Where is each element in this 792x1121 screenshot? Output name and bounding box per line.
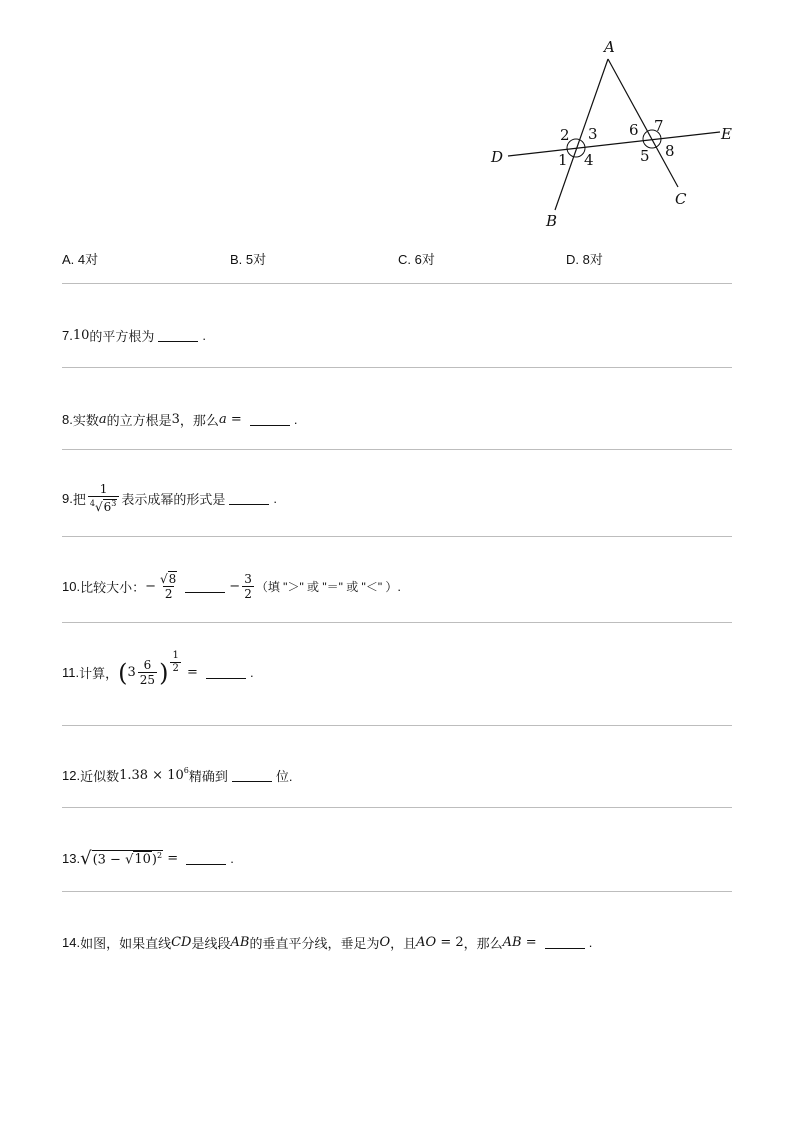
answer-blank[interactable] [186,852,226,865]
option-a[interactable]: A. 4对 [62,252,99,267]
root-base: 10 [134,852,151,868]
math-variable: AB [502,935,522,950]
divider [62,725,732,726]
punct: . [230,851,234,866]
fraction-denominator: $^4√6^3$ [88,496,119,514]
math-variable: AO [416,935,437,950]
angle-label-7: 7 [654,117,664,135]
question-9 [62,482,277,514]
root-exponent: 3 [111,499,117,508]
line-ac [608,59,678,187]
math-equals: = [521,935,541,950]
question-number: 13. [62,851,81,866]
math-exponent: 6 [183,766,189,775]
punct: . [588,935,593,950]
question-text: 的立方根是 [106,413,172,428]
question-text: 表示成幂的形式是 [121,491,226,507]
line-de [508,132,720,156]
question-text: 是线段 [191,936,231,951]
math-text: ) [151,852,157,868]
math-variable: a [218,412,227,427]
fraction-denominator: 25 [139,673,156,687]
label-e: E [721,125,732,143]
radicand: $(3 - √10)^2$ [92,850,163,868]
answer-blank[interactable] [185,580,225,593]
question-number: 10. [62,579,81,594]
angle-label-2: 2 [560,126,570,144]
answer-blank[interactable] [545,936,585,949]
question-text: 近似数 [80,769,120,784]
angle-label-5: 5 [640,147,650,165]
math-fraction [138,658,157,687]
question-text: ，那么 [463,936,503,951]
punct: . [202,328,207,343]
question-7 [62,326,206,345]
punct: . [293,412,298,427]
exponent-fraction [170,650,180,675]
math-equals: = [163,851,183,866]
divider [62,891,732,892]
question-11 [62,650,254,687]
label-c: C [675,190,687,208]
math-fraction [158,572,179,601]
question-text: 如图，如果直线 [80,936,172,951]
answer-options [62,249,742,269]
math-fraction [88,482,119,514]
answer-blank[interactable] [232,769,272,782]
answer-blank[interactable] [206,666,246,679]
root-base: 6 [103,500,112,514]
question-text: ，且 [390,936,417,951]
divider [62,449,732,450]
question-text: 位. [275,769,293,784]
question-number: 11. [62,665,80,680]
question-text: 实数 [72,413,99,428]
angle-diagram [478,32,748,232]
math-number: 3 [171,412,180,427]
fraction-numerator: 6 [143,658,152,672]
root-index: 4 [89,499,95,508]
question-14 [62,933,592,952]
fraction-numerator: 1 [99,482,108,496]
label-a: A [604,38,615,56]
math-variable: O [379,935,391,950]
question-12 [62,766,292,785]
question-text: 把 [72,491,86,507]
divider [62,536,732,537]
label-d: D [491,148,504,166]
label-b: B [546,212,558,230]
math-equals: = [226,412,246,427]
option-b[interactable]: B. 5对 [230,252,267,267]
math-variable: AB [230,935,250,950]
question-text: ，那么 [179,413,219,428]
question-number: 8. [62,412,73,427]
question-text: 计算， [79,666,119,681]
math-fraction [242,572,254,601]
answer-blank[interactable] [158,329,198,342]
math-exponent: 2 [156,850,163,860]
option-d[interactable]: D. 8对 [566,252,603,267]
math-equals: = 2 [436,935,464,950]
fraction-denominator: 2 [244,587,252,601]
angle-label-3: 3 [588,125,598,143]
question-10 [62,572,401,601]
math-number: 3 [127,665,136,680]
question-text: （填 "＞" 或 "＝" 或 "＜" ） [255,580,398,594]
divider [62,367,732,368]
angle-label-6: 6 [629,121,639,139]
punct: . [397,579,402,594]
question-text: 的平方根为 [89,329,155,344]
answer-blank[interactable] [229,492,269,505]
divider [62,283,732,284]
question-text: 的垂直平分线，垂足为 [249,936,380,951]
question-number: 12. [62,768,81,783]
punct: . [249,665,254,680]
answer-blank[interactable] [250,413,290,426]
divider [62,622,732,623]
question-text: 比较大小： [80,580,146,595]
question-number: 7. [62,328,73,343]
angle-label-8: 8 [665,142,675,160]
math-minus: − [229,579,241,594]
question-8 [62,410,298,429]
divider [62,807,732,808]
angle-label-4: 4 [584,151,594,169]
math-number: 10 [72,328,90,343]
question-text: 精确到 [188,769,228,784]
root-base: 8 [168,572,177,586]
math-equals: = [182,665,202,680]
geometry-figure [478,32,748,232]
question-number: 9. [62,490,73,506]
math-text: (3 − [92,852,126,868]
fraction-numerator: 1 [172,650,179,661]
left-paren: ( [118,658,128,687]
radical-sign: √ [80,848,92,869]
math-variable: a [98,412,107,427]
option-c[interactable]: C. 6对 [398,252,435,267]
fraction-denominator: 2 [164,587,173,601]
math-number: 1.38 × 10 [119,768,184,783]
fraction-numerator: √8 [160,572,177,586]
question-13 [62,848,234,869]
fraction-denominator: 2 [172,663,179,674]
fraction-numerator: 3 [244,572,252,586]
right-paren: ) [159,658,169,687]
punct: . [273,490,277,506]
angle-label-1: 1 [558,151,568,169]
question-number: 14. [62,935,81,950]
math-minus: − [145,579,156,594]
math-variable: CD [171,935,192,950]
